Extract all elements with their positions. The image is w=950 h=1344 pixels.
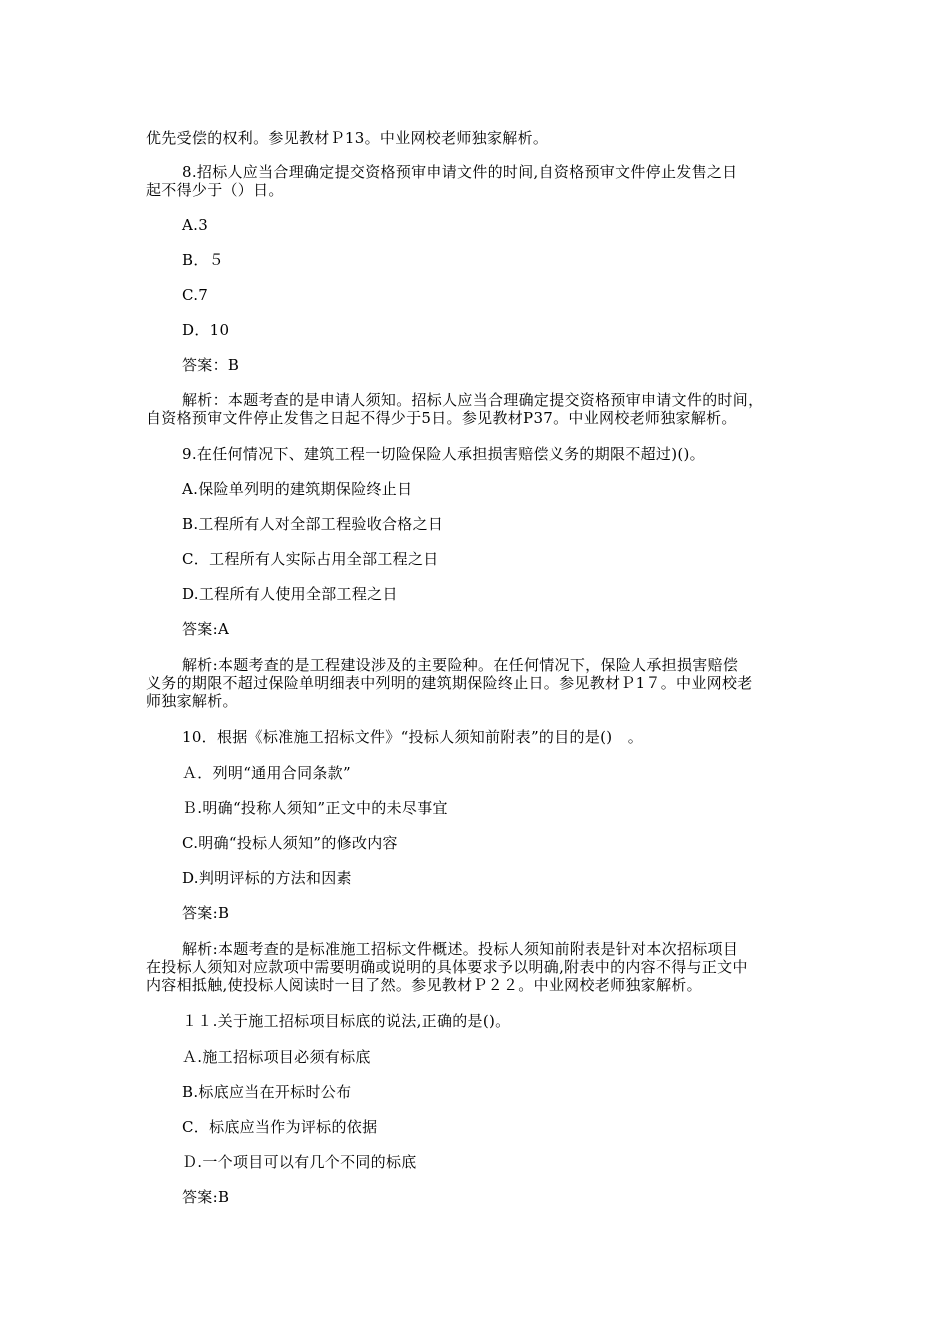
analysis-cont: 师独家解析。	[146, 692, 238, 710]
option-b: B.标底应当在开标时公布	[182, 1083, 352, 1101]
option-d: D.工程所有人使用全部工程之日	[182, 585, 398, 603]
option-c: C．标底应当作为评标的依据	[182, 1118, 378, 1136]
question-8-text-cont: 起不得少于（）日。	[146, 181, 284, 199]
question-9-text: 9.在任何情况下、建筑工程一切险保险人承担损害赔偿义务的期限不超过)()。	[182, 445, 705, 463]
analysis-cont: 内容相抵触,使投标人阅读时一目了然。参见教材Ｐ２２。中业网校老师独家解析。	[146, 976, 702, 994]
option-b: Ｂ.明确“投称人须知”正文中的未尽事宜	[182, 799, 448, 817]
analysis: 解析：本题考查的是申请人须知。招标人应当合理确定提交资格预审申请文件的时间，	[182, 391, 764, 409]
text-line: 优先受偿的权利。参见教材Ｐ13。中业网校老师独家解析。	[146, 129, 549, 147]
answer: 答案:B	[182, 1188, 230, 1206]
analysis: 解析:本题考查的是标准施工招标文件概述。投标人须知前附表是针对本次招标项目	[182, 940, 739, 958]
option-a: A.保险单列明的建筑期保险终止日	[182, 480, 413, 498]
question-10-text: 10．根据《标准施工招标文件》“投标人须知前附表”的目的是() 。	[182, 728, 644, 746]
analysis-cont: 义务的期限不超过保险单明细表中列明的建筑期保险终止日。参见教材Ｐ1７。中业网校老	[146, 674, 753, 692]
analysis-cont: 在投标人须知对应款项中需要明确或说明的具体要求予以明确,附表中的内容不得与正文中	[146, 958, 748, 976]
answer: 答案:B	[182, 904, 230, 922]
answer: 答案：B	[182, 356, 240, 374]
question-8-text: 8.招标人应当合理确定提交资格预审申请文件的时间,自资格预审文件停止发售之日	[182, 163, 738, 181]
analysis-cont: 自资格预审文件停止发售之日起不得少于5日。参见教材P37。中业网校老师独家解析。	[146, 409, 737, 427]
option-a: A.3	[182, 216, 209, 234]
option-c: C．工程所有人实际占用全部工程之日	[182, 550, 439, 568]
option-c: C.明确“投标人须知”的修改内容	[182, 834, 398, 852]
option-c: C.7	[182, 286, 209, 304]
option-d: D.判明评标的方法和因素	[182, 869, 352, 887]
option-d: Ｄ.一个项目可以有几个不同的标底	[182, 1153, 417, 1171]
option-b: B.工程所有人对全部工程验收合格之日	[182, 515, 444, 533]
analysis: 解析:本题考查的是工程建设涉及的主要险种。在任何情况下，保险人承担损害赔偿	[182, 656, 739, 674]
option-d: D．10	[182, 321, 230, 339]
question-11-text: １１.关于施工招标项目标底的说法,正确的是()。	[182, 1012, 511, 1030]
option-b: B．５	[182, 251, 224, 269]
answer: 答案:A	[182, 620, 230, 638]
option-a: Ａ.施工招标项目必须有标底	[182, 1048, 371, 1066]
option-a: Ａ．列明“通用合同条款”	[182, 764, 351, 782]
